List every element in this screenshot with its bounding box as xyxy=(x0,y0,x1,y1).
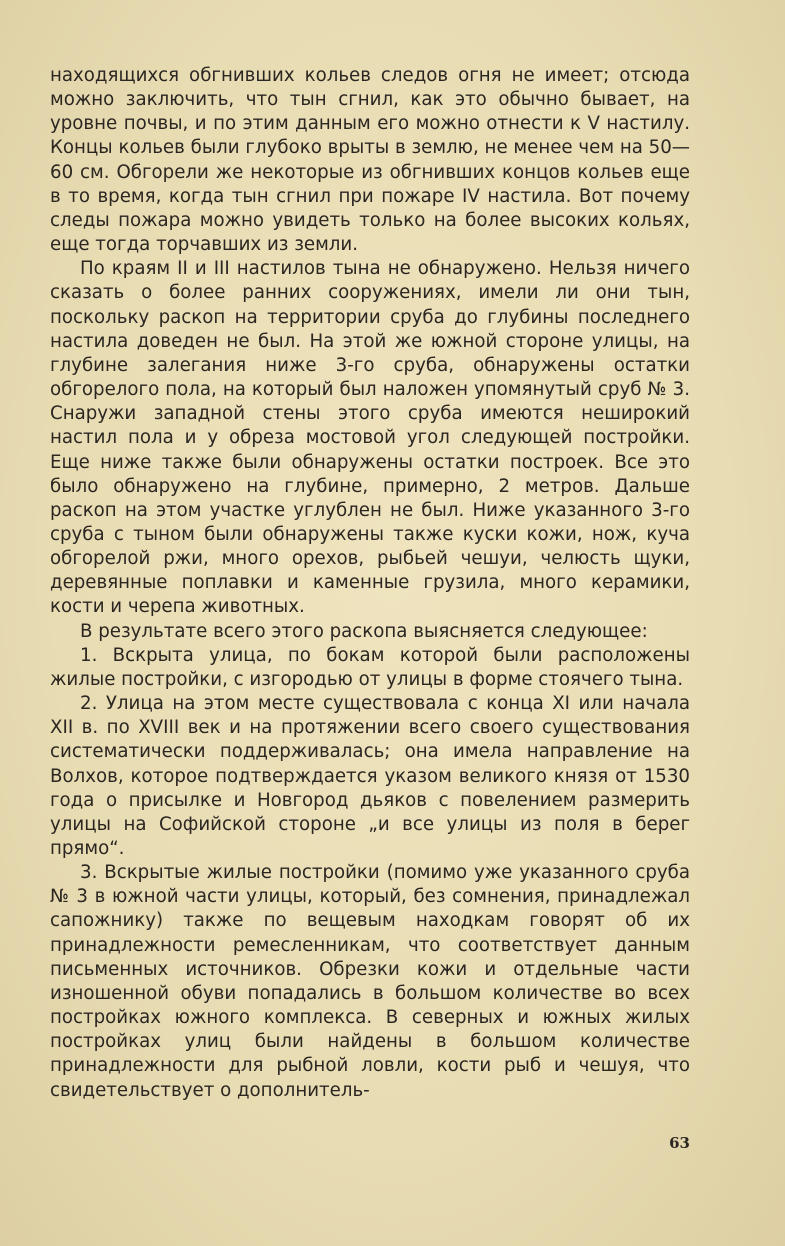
paragraph-continuation: находящихся обгнивших кольев следов огня не имеет; отсюда можно заключить, что тын сгнил, как это обычно бывает, на уровне почвы, и по этим данным его можно отнести к V настилу. Концы кольев были глубоко врыты в землю, не менее чем на 50—60 см. Обгорели же некоторые из обгнивших концов кольев еще в то время, когда тын сгнил при пожаре IV настила. Вот почему следы пожара можно увидеть только на более высоких кольях, еще тогда торчавших из земли. xyxy=(50,65,690,256)
body-text xyxy=(50,64,690,1103)
paragraph-edges-of-layers: По краям II и III настилов тына не обнаружено. Нельзя ничего сказать о более ранних сооружениях, имели ли они тын, поскольку раскоп на территории сруба до глубины последнего настила доведен не был. На этой же южной стороне улицы, на глубине залегания ниже 3-го сруба, обнаружены остатки обгорелого пола, на который был наложен упомянутый сруб № 3. Снаружи западной стены этого сруба имеются неширокий настил пола и у обреза мостовой угол следующей постройки. Еще ниже также были обнаружены остатки построек. Все это было обнаружено на глубине, примерно, 2 метров. Дальше раскоп на этом участке углублен не был. Ниже указанного 3-го сруба с тыном были обнаружены также куски кожи, нож, куча обгорелой ржи, много орехов, рыбьей чешуи, челюсть щуки, деревянные поплавки и каменные грузила, много керамики, кости и черепа животных. xyxy=(50,258,690,618)
paragraph-finding-1: 1. Вскрыта улица, по бокам которой были расположены жилые постройки, с изгородью от улицы в форме стоячего тына. xyxy=(50,644,690,690)
paragraph-finding-2: 2. Улица на этом месте существовала с конца XI или начала XII в. по XVIII век и на протяжении всего своего существования систематически поддерживалась; она имела направление на Волхов, которое подтверждается указом великого князя от 1530 года о присылке и Новгород дьяков с повелением размерить улицы на Софийской стороне „и все улицы из поля в берег прямо“. xyxy=(50,693,690,859)
paragraph-results-intro: В результате всего этого раскопа выясняется следующее: xyxy=(80,620,648,642)
page-number: 63 xyxy=(669,1134,690,1152)
paragraph-finding-3: 3. Вскрытые жилые постройки (помимо уже указанного сруба № 3 в южной части улицы, который, без сомнения, принадлежал сапожнику) также по вещевым находкам говорят об их принадлежности ремесленникам, что соответствует данным письменных источников. Обрезки кожи и отдельные части изношенной обуви попадались в большом количестве во всех постройках южного комплекса. В северных и южных жилых постройках улиц были найдены в большом количестве принадлежности для рыбной ловли, кости рыб и чешуя, что свидетельствует о дополнитель- xyxy=(50,862,690,1101)
